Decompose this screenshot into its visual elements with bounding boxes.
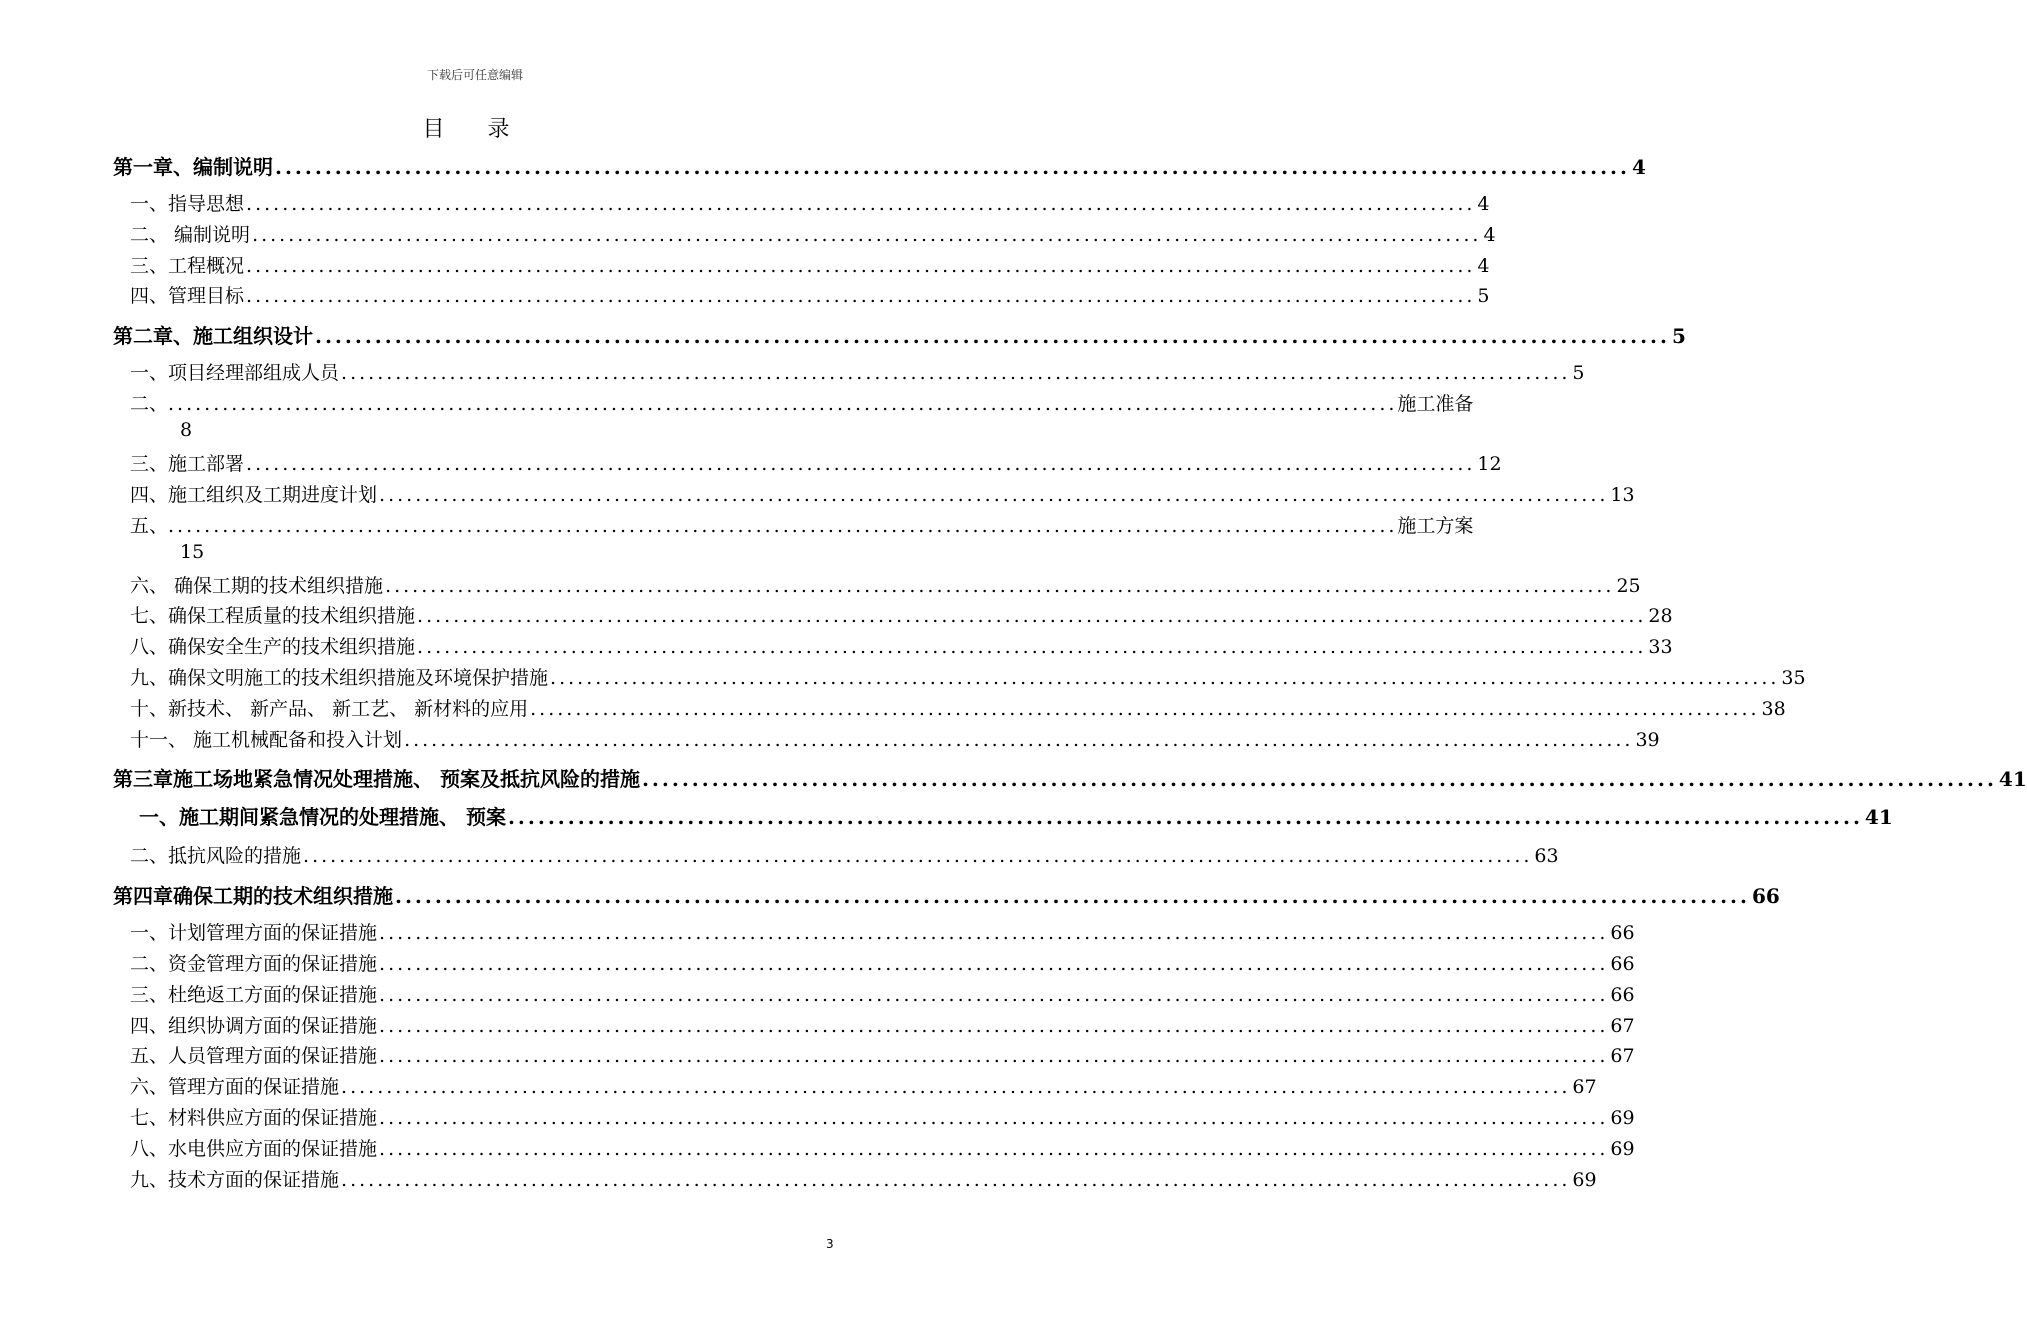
entry-page: 69 [1572,1168,1597,1191]
entry-title: 施工组织及工期进度计划 [168,483,378,506]
entry-number: 三、 [130,254,169,277]
entry-number: 十一、 [130,728,188,751]
toc-chapter-4[interactable] [113,880,1780,912]
entry-title: 施工机械配备和投入计划 [187,728,403,751]
dot-leader: ........................................................................................................................................ [246,285,1476,308]
entry-title: 项目经理部组成人员 [168,362,340,385]
toc-entry[interactable] [113,281,1490,312]
entry-title: 资金管理方面的保证措施 [168,952,378,975]
toc-chapter-2[interactable] [113,320,1686,352]
toc-entry[interactable] [113,1041,1635,1072]
toc-entry[interactable] [113,1072,1597,1103]
dot-leader: ........................................................................................................................................ [417,605,1647,628]
dot-leader: ........................................................................................................................................ [395,884,1750,909]
chapter-page: 5 [1671,324,1686,349]
toc-entry[interactable] [113,980,1635,1011]
entry-number: 七、 [130,1106,169,1129]
chapter-title: 编制说明 [193,155,273,179]
entry-page: 66 [1610,952,1635,975]
entry-title: 施工准备 [1397,392,1474,415]
entry-number: 一、 [139,805,179,830]
entry-page: 67 [1610,1045,1635,1068]
entry-number: 九、 [130,666,169,689]
entry-page: 67 [1610,1014,1635,1037]
entry-page: 28 [1648,605,1673,628]
dot-leader: ........................................................................................................................................ [385,574,1615,597]
toc-entry[interactable] [113,725,1660,756]
entry-page: 38 [1761,697,1786,720]
header-note: 下载后可任意编辑 [426,68,523,82]
entry-number: 九、 [130,1168,169,1191]
chapter-page: 41 [1998,767,2027,792]
toc-entry[interactable] [113,358,1585,389]
toc-entry[interactable] [113,801,1893,833]
entry-page: 35 [1781,666,1806,689]
dot-leader: ........................................................................................................................................ [168,514,1398,537]
dot-leader: ........................................................................................................................................ [246,193,1476,215]
chapter-title: 施工场地紧急情况处理措施、 预案及抵抗风险的措施 [173,767,640,792]
entry-number: 四、 [130,285,169,308]
entry-page: 33 [1648,636,1673,659]
entry-title: 材料供应方面的保证措施 [168,1106,378,1129]
chapter-number: 第四章 [113,884,173,909]
entry-title: 计划管理方面的保证措施 [168,922,378,945]
chapter-page: 66 [1751,884,1780,909]
toc-entry[interactable] [113,694,1786,725]
entry-number: 二、 [130,952,169,975]
entry-title: 编制说明 [168,223,251,246]
entry-number: 六、 [130,574,169,597]
entry-page: 8 [180,418,193,441]
dot-leader: ........................................................................................................................................ [168,392,1398,415]
entry-page: 63 [1534,845,1559,868]
dot-leader: ........................................................................................................................................ [246,254,1476,277]
toc-title: 目 录 [422,117,528,142]
entry-title: 确保文明施工的技术组织措施及环境保护措施 [168,666,549,689]
dot-leader: ........................................................................................................................................ [379,1137,1609,1160]
dot-leader: ........................................................................................................................................ [341,1168,1571,1191]
entry-page: 69 [1610,1106,1635,1129]
toc-entry[interactable] [113,449,1502,480]
dot-leader: ........................................................................................................................................ [379,1045,1609,1068]
entry-title: 确保工程质量的技术组织措施 [168,605,416,628]
entry-title: 水电供应方面的保证措施 [168,1137,378,1160]
entry-page: 13 [1610,483,1635,506]
toc-entry[interactable] [113,480,1635,511]
toc-entry[interactable] [113,1165,1597,1196]
entry-page: 5 [1572,362,1585,385]
entry-page: 15 [180,540,205,563]
entry-title: 施工方案 [1397,514,1474,537]
entry-title: 管理目标 [168,285,245,308]
toc-entry[interactable] [113,1011,1635,1042]
toc-entry-wrapped[interactable] [113,511,1474,571]
entry-number: 八、 [130,636,169,659]
entry-number: 一、 [130,362,169,385]
dot-leader: ........................................................................................................................................ [315,324,1670,349]
entry-number: 二、 [130,845,169,868]
dot-leader: ........................................................................................................................................ [404,728,1634,751]
toc-entry[interactable] [113,632,1673,663]
dot-leader: ........................................................................................................................................ [379,922,1609,945]
page-number: 3 [826,1237,834,1251]
entry-number: 八、 [130,1137,169,1160]
chapter-number: 第二章、 [113,324,193,349]
dot-leader: ........................................................................................................................................ [641,767,1997,792]
entry-number: 五、 [130,514,169,537]
chapter-number: 第三章 [113,767,173,792]
entry-title: 组织协调方面的保证措施 [168,1014,378,1037]
entry-page: 4 [1477,254,1490,277]
entry-page: 4 [1477,193,1490,215]
entry-title: 确保安全生产的技术组织措施 [168,636,416,659]
toc-chapter-1[interactable] [113,151,1646,183]
toc-entry[interactable] [113,251,1490,282]
toc-entry[interactable] [113,841,1559,872]
entry-page: 5 [1477,285,1490,308]
toc-entry[interactable] [113,949,1635,980]
toc-chapter-3[interactable] [113,763,2027,795]
toc-entry[interactable] [113,663,1806,694]
toc-entry[interactable] [113,1103,1635,1134]
entry-page: 41 [1864,805,1893,830]
entry-page: 66 [1610,983,1635,1006]
chapter-title: 确保工期的技术组织措施 [173,884,393,909]
entry-page: 12 [1477,452,1502,475]
entry-number: 三、 [130,452,169,475]
dot-leader: ........................................................................................................................................ [379,1014,1609,1037]
table-of-contents [113,148,2027,1195]
entry-number: 六、 [130,1076,169,1099]
dot-leader: ........................................................................................................................................ [341,1076,1571,1099]
toc-entry[interactable] [113,1134,1635,1165]
chapter-number: 第一章、 [113,155,193,179]
entry-title: 技术方面的保证措施 [168,1168,340,1191]
dot-leader: ........................................................................................................................................ [417,636,1647,659]
entry-page: 39 [1635,728,1660,751]
toc-entry[interactable] [113,918,1635,949]
dot-leader: ........................................................................................................................................ [507,805,1863,830]
entry-title: 抵抗风险的措施 [168,845,302,868]
entry-title: 工程概况 [168,254,245,277]
dot-leader: ........................................................................................................................................ [252,223,1482,246]
entry-title: 指导思想 [168,193,245,215]
entry-title: 施工部署 [168,452,245,475]
dot-leader: ........................................................................................................................................ [550,666,1780,689]
toc-entry[interactable] [113,571,1641,602]
dot-leader: ........................................................................................................................................ [379,1106,1609,1129]
entry-title: 杜绝返工方面的保证措施 [168,983,378,1006]
dot-leader: ........................................................................................................................................ [379,983,1609,1006]
dot-leader: ........................................................................................................................................ [341,362,1571,385]
entry-page: 66 [1610,922,1635,945]
toc-entry[interactable] [113,220,1496,251]
entry-title: 人员管理方面的保证措施 [168,1045,378,1068]
entry-number: 三、 [130,983,169,1006]
toc-entry[interactable] [113,601,1673,632]
chapter-title: 施工组织设计 [193,324,313,349]
dot-leader: ........................................................................................................................................ [379,952,1609,975]
entry-title: 管理方面的保证措施 [168,1076,340,1099]
entry-title: 新技术、 新产品、 新工艺、 新材料的应用 [168,697,529,720]
dot-leader: ........................................................................................................................................ [303,845,1533,868]
entry-number: 十、 [130,697,169,720]
entry-number: 一、 [130,193,169,215]
entry-page: 25 [1616,574,1641,597]
dot-leader: ........................................................................................................................................ [275,155,1630,179]
toc-entry-wrapped[interactable] [113,389,1474,449]
entry-number: 二、 [130,223,169,246]
entry-page: 69 [1610,1137,1635,1160]
entry-number: 二、 [130,392,169,415]
dot-leader: ........................................................................................................................................ [246,452,1476,475]
entry-number: 一、 [130,922,169,945]
entry-number: 五、 [130,1045,169,1068]
dot-leader: ........................................................................................................................................ [530,697,1760,720]
toc-entry[interactable] [113,189,1490,220]
entry-page: 4 [1483,223,1496,246]
entry-number: 四、 [130,483,169,506]
entry-page: 67 [1572,1076,1597,1099]
entry-number: 四、 [130,1014,169,1037]
entry-title: 施工期间紧急情况的处理措施、 预案 [179,805,506,830]
dot-leader: ........................................................................................................................................ [379,483,1609,506]
entry-number: 七、 [130,605,169,628]
entry-title: 确保工期的技术组织措施 [168,574,384,597]
chapter-page: 4 [1631,155,1646,179]
